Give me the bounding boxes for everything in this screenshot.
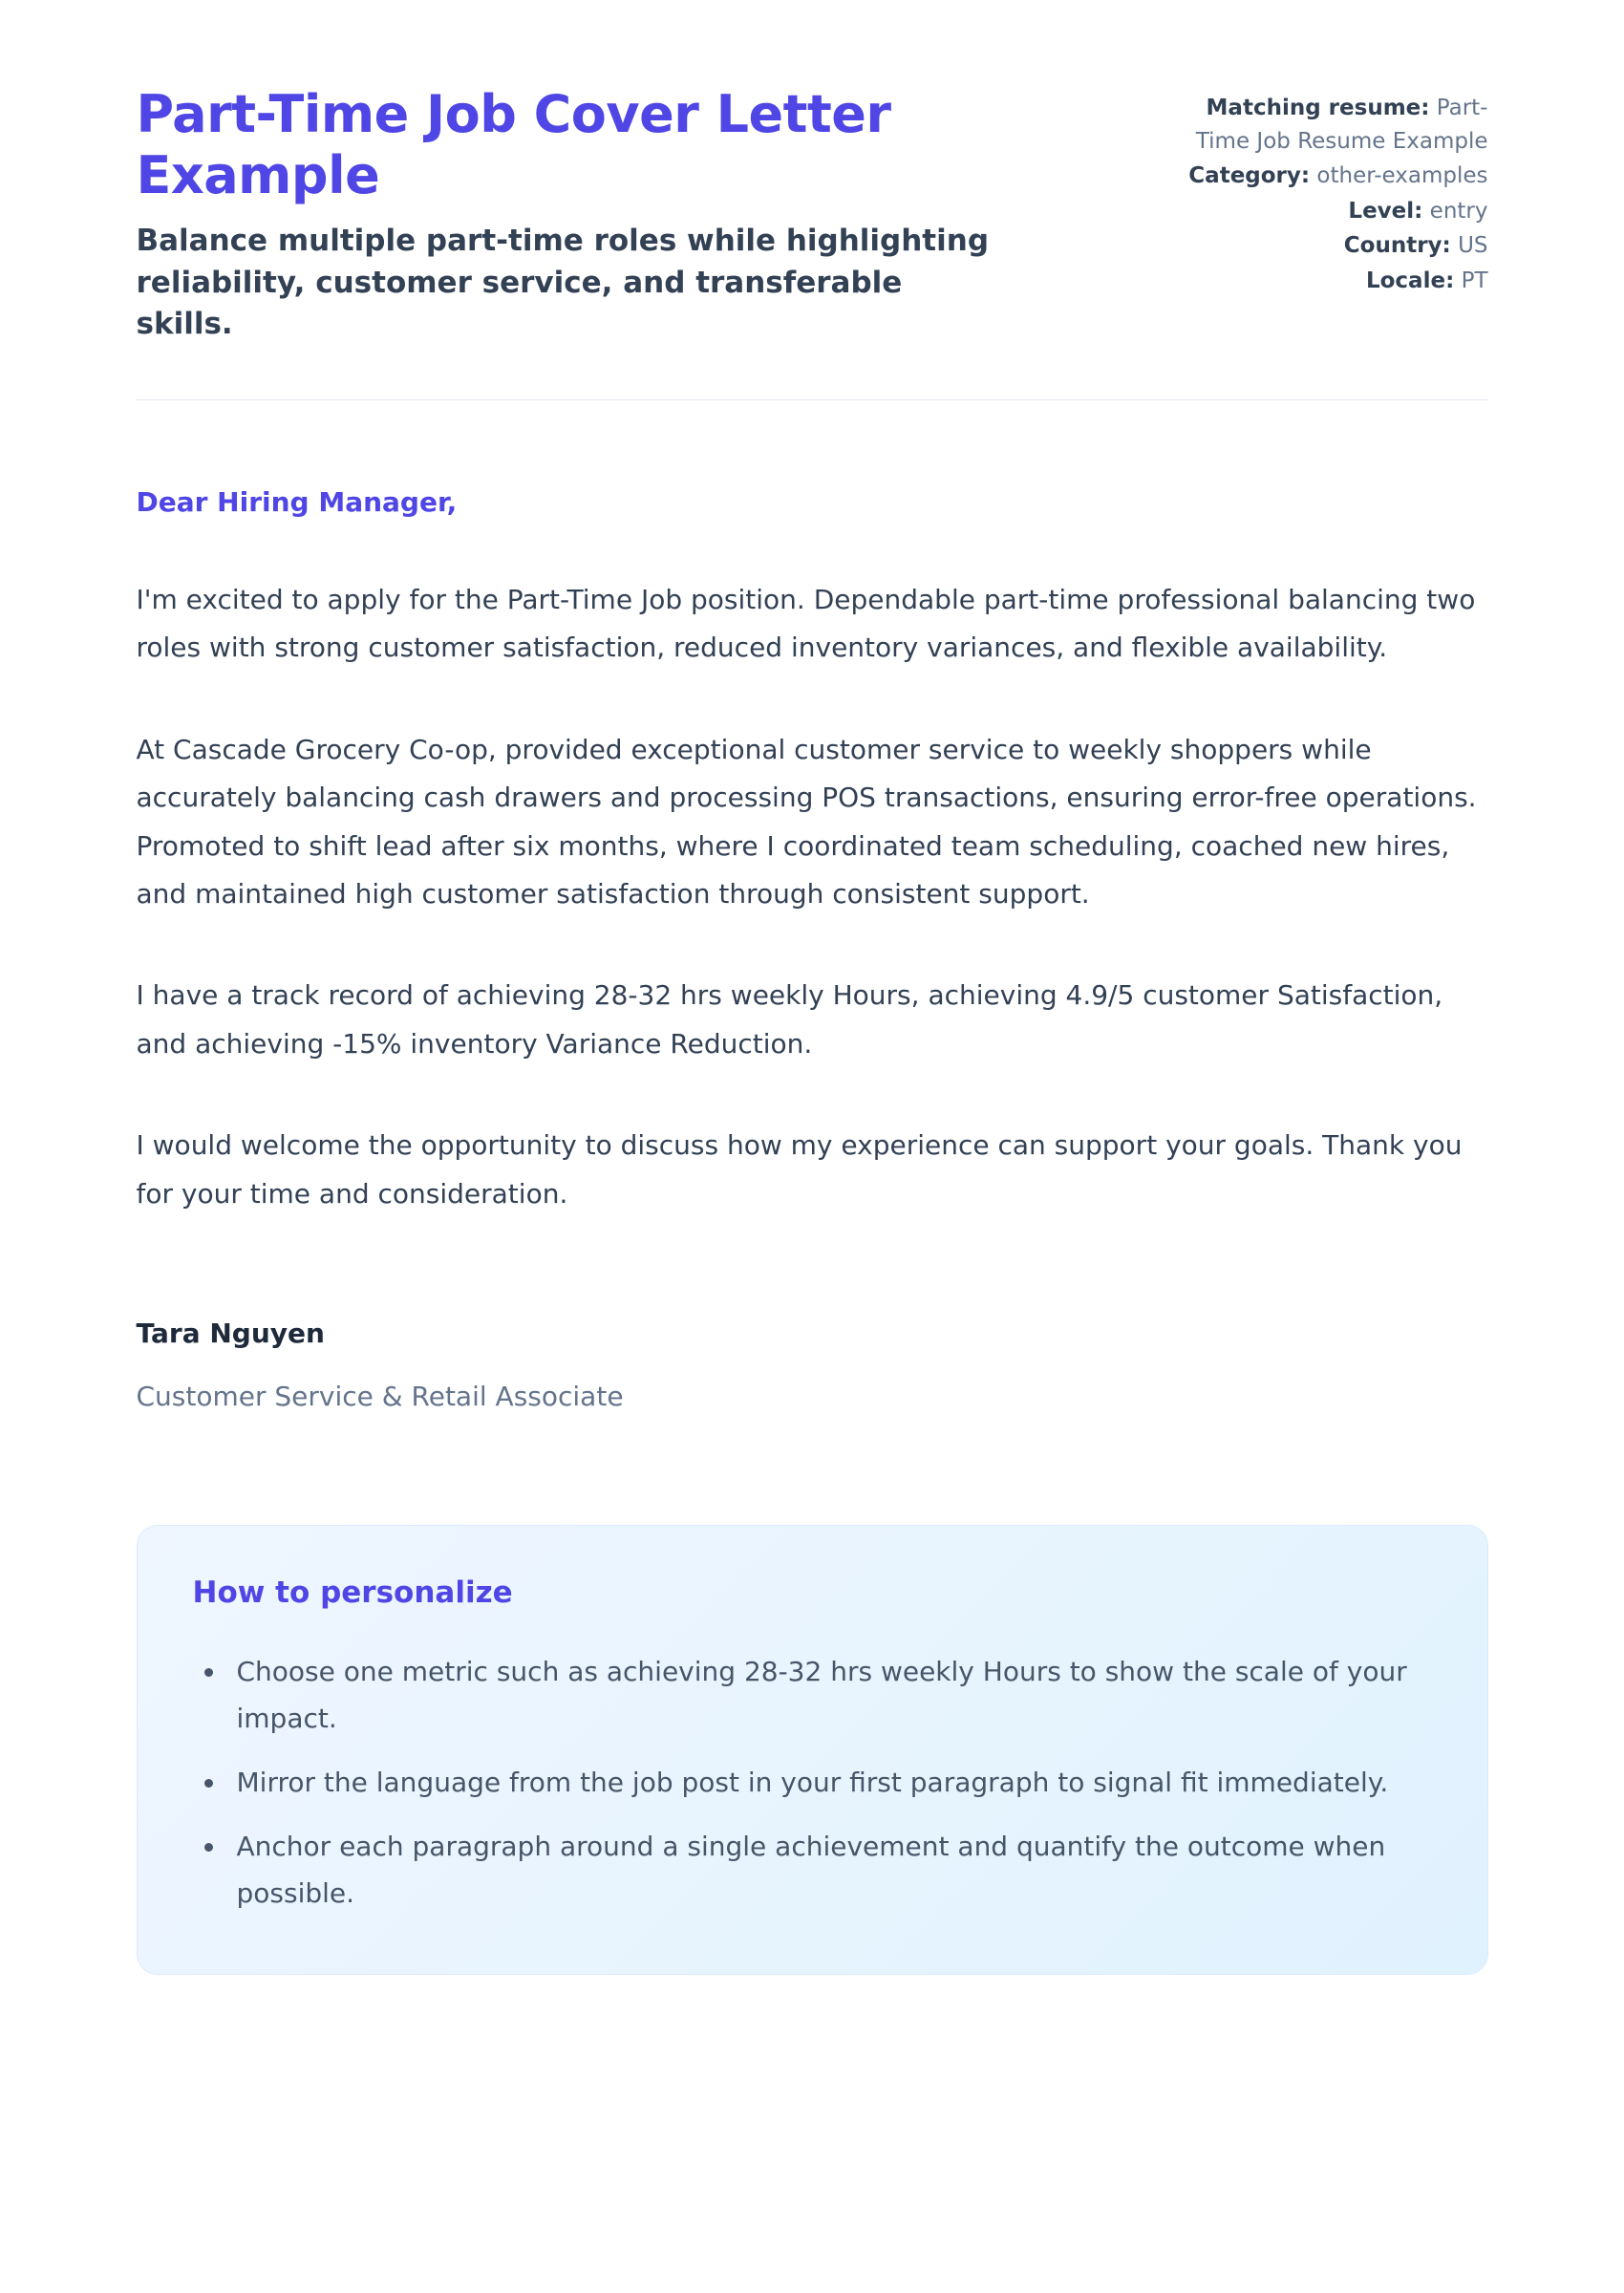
tip-item: • Choose one metric such as achieving 28-32 hrs weekly Hours to show the scale of your impact. [227,1648,1434,1742]
signature-role: Customer Service & Retail Associate [136,1381,624,1413]
header [137,84,1488,346]
meta-label: Category: [1188,163,1311,188]
tips-list [180,1648,1434,1917]
letter-paragraph-intro: I'm excited to apply for the Part-Time Job position. Dependable part-time professional balancing two roles with strong customer satisfaction, reduced inventory variances, and flexible availability. [136,584,1476,664]
signature-name: Tara Nguyen [136,1317,325,1349]
tip-item: • Mirror the language from the job post in your first paragraph to signal fit immediately. [227,1759,1434,1806]
tips-title: How to personalize [192,1575,513,1610]
meta-level [1173,195,1488,228]
meta-label: Matching resume: [1206,96,1430,120]
header-title-block [137,84,1001,346]
meta-value: other-examples [1316,163,1488,188]
letter-paragraph-experience: At Cascade Grocery Co-op, provided exceptional customer service to weekly shoppers while accurately balancing cash drawers and processing POS transactions, ensuring error-free operations. Promoted to shift lead after six months, where I coordinated team scheduling, coached new hires, and maintained high customer satisfaction through consistent support. [136,733,1477,910]
metadata-panel [1173,84,1488,299]
salutation: Dear Hiring Manager, [136,485,458,518]
meta-matching-resume [1173,92,1488,158]
page [137,0,1488,1975]
page-title: Part-Time Job Cover Letter Example [136,84,891,205]
meta-value: Part-Time Job Resume Example [1195,96,1488,154]
page-subtitle: Balance multiple part-time roles while highlighting reliability, customer service, and transferable skills. [136,224,990,342]
personalization-tips-card [137,1525,1488,1975]
signature-block [137,1310,1488,1422]
letter-paragraph-metrics: I have a track record of achieving 28-32 hrs weekly Hours, achieving 4.9/5 customer Satisfaction, and achieving -15% inventory Variance Reduction. [136,979,1443,1060]
letter-paragraph-closing: I would welcome the opportunity to discuss how my experience can support your goals. Thank you for your time and consideration. [136,1129,1463,1210]
meta-label: Locale: [1365,268,1455,293]
meta-value: PT [1461,268,1488,293]
header-divider [137,399,1488,400]
meta-label: Level: [1348,198,1423,224]
meta-value: entry [1429,198,1488,224]
meta-value: US [1458,233,1488,258]
meta-category [1173,160,1488,193]
cover-letter-body [137,479,1488,1422]
meta-locale [1173,265,1488,298]
meta-label: Country: [1343,233,1451,258]
meta-country [1173,229,1488,263]
tip-item: • Anchor each paragraph around a single achievement and quantify the outcome when possible. [227,1823,1434,1917]
